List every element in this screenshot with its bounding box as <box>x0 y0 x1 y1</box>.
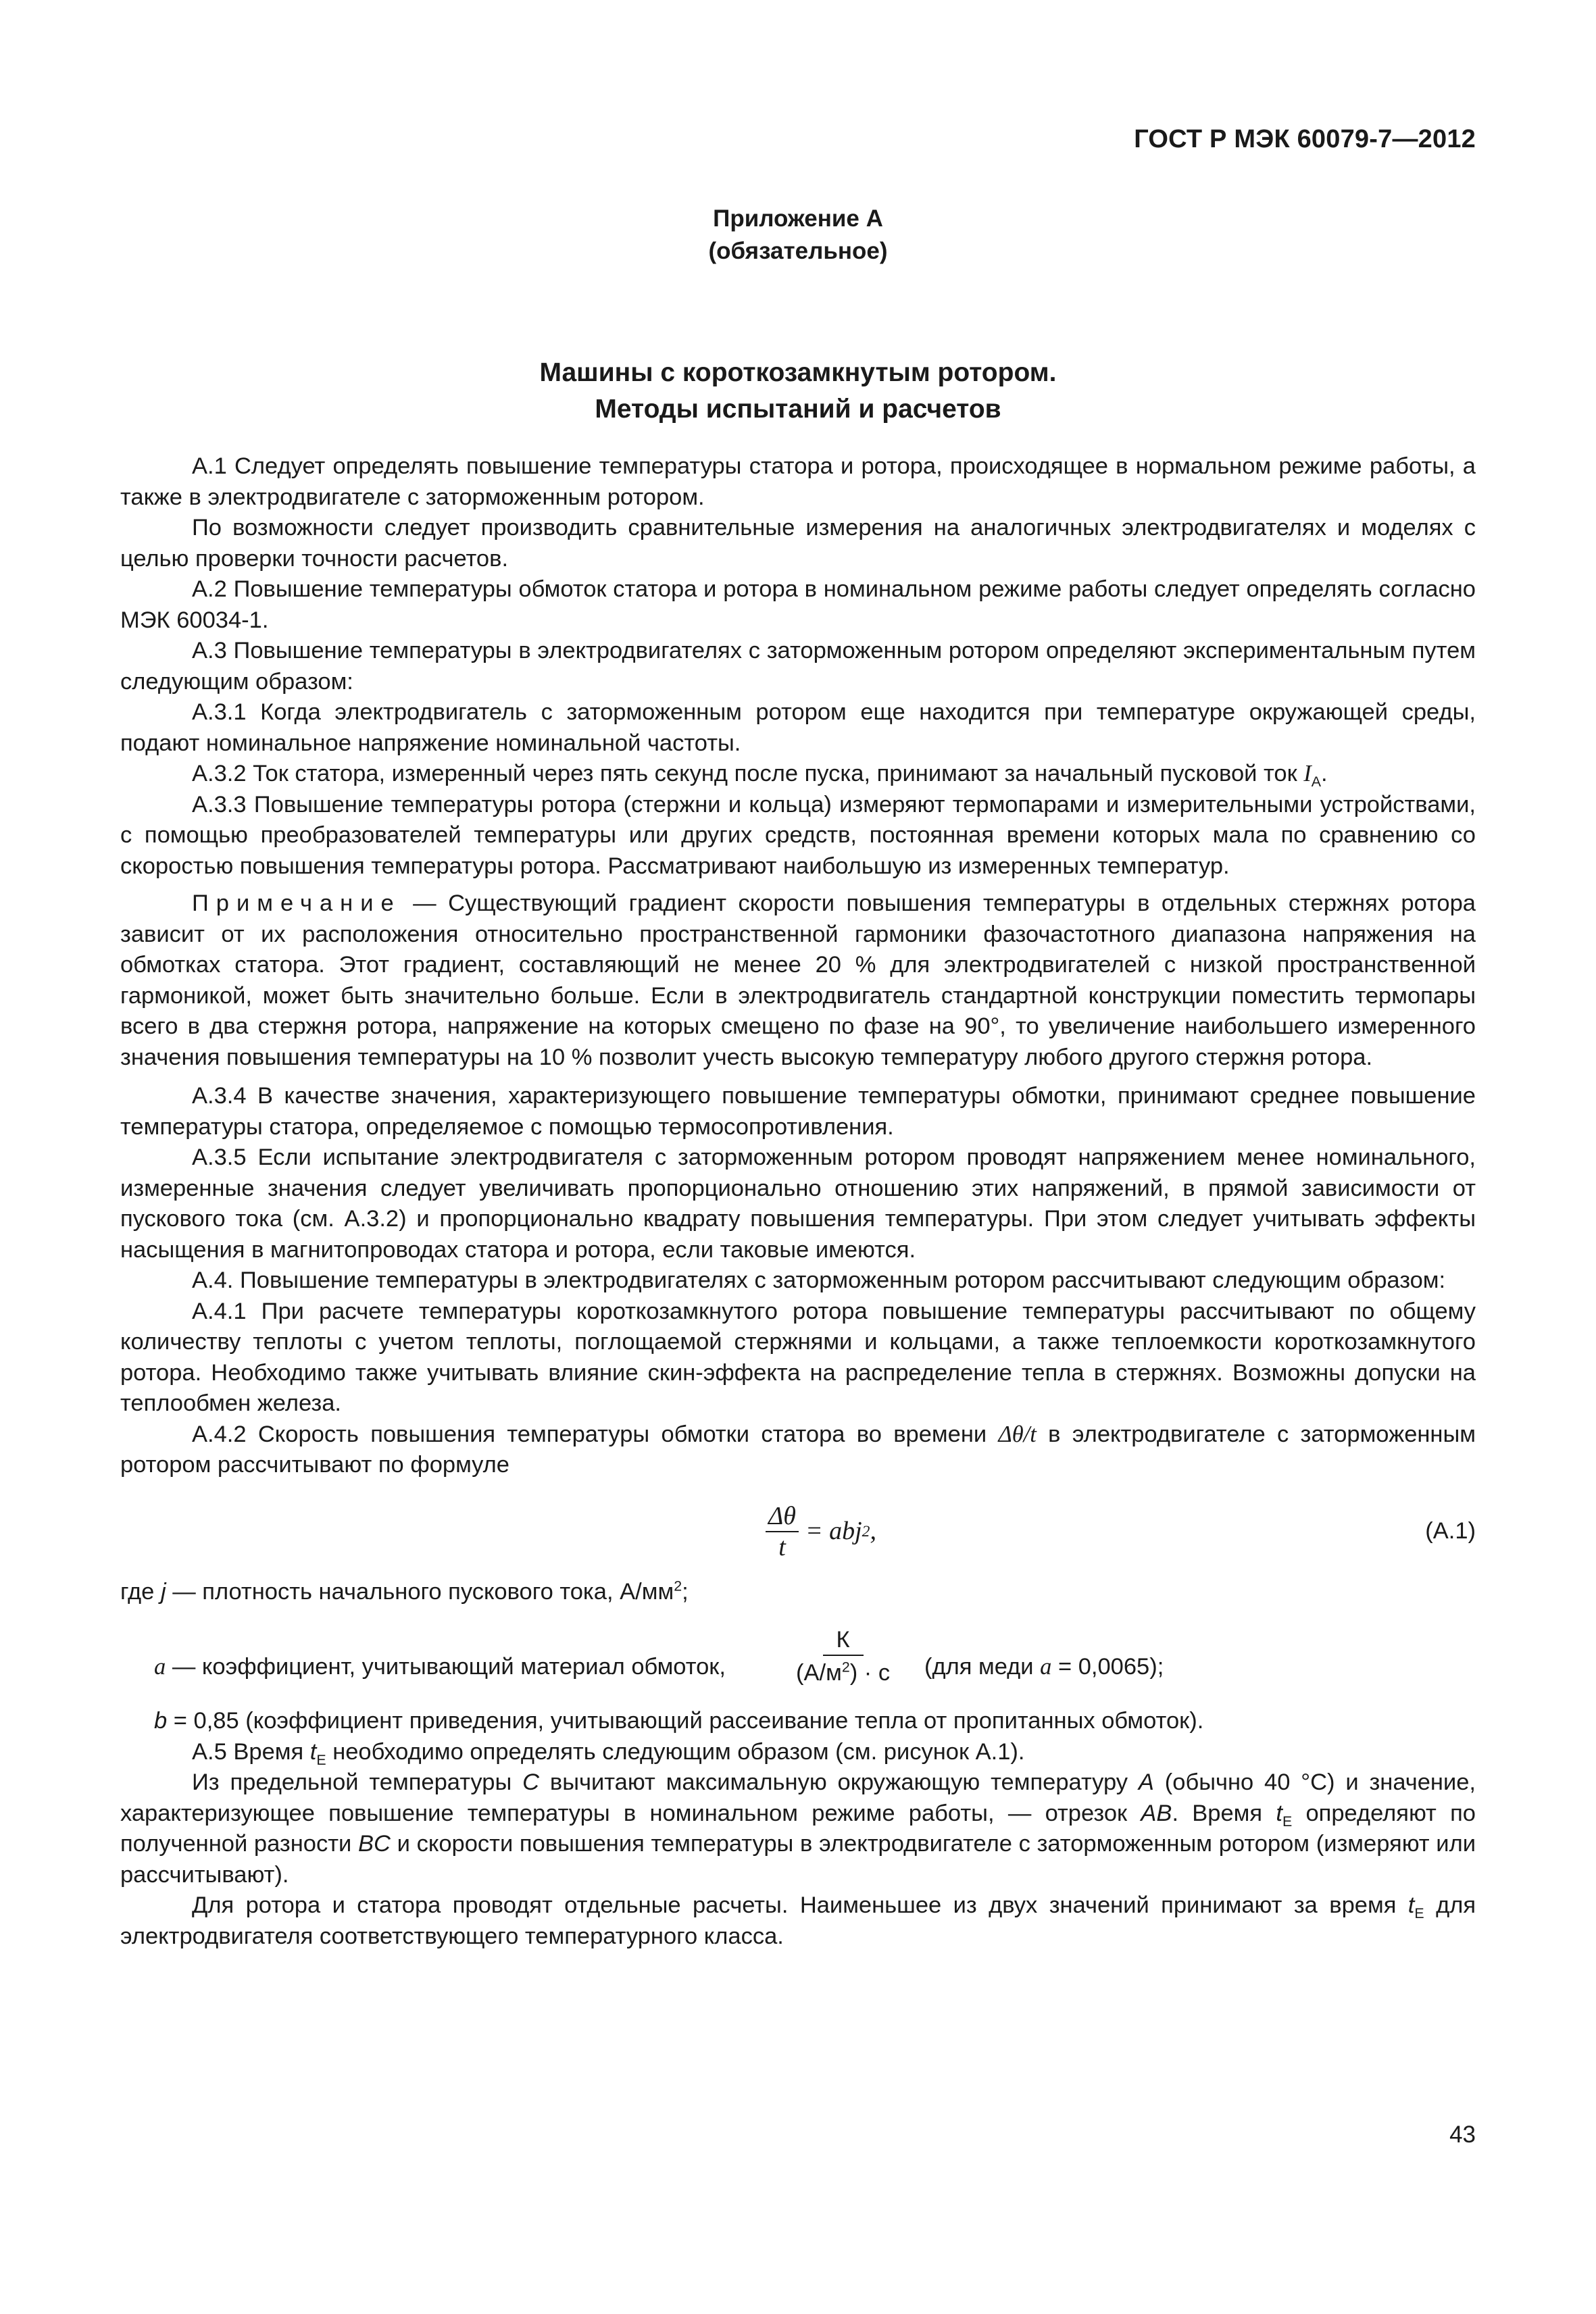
where-a-line <box>120 1625 1476 1698</box>
a5-2-part-d: . Время <box>1172 1800 1276 1826</box>
annex-title <box>0 355 1596 428</box>
symbol-ab: AB <box>1141 1800 1172 1826</box>
j-unit-exponent: 2 <box>674 1578 682 1594</box>
current-symbol: I <box>1303 761 1312 786</box>
paragraph-a3-3: А.3.3 Повышение температуры ротора (стержни и кольца) измеряют термопарами и измерительными устройствами, с помощью преобразователей температуры или других средств, постоянная времени которых мала по сравнению со скоростью повышения температуры ротора. Рассматривают наибольшую из измеренных температур. <box>120 791 1476 879</box>
paragraph-a5 <box>120 1737 1476 1768</box>
formula-fraction <box>766 1503 799 1561</box>
a-unit-den-pre: (А/м <box>796 1660 842 1686</box>
a-unit-den-post: ) · с <box>849 1660 891 1686</box>
formula-rhs-end: , <box>870 1516 876 1545</box>
paragraph-a5-2 <box>120 1767 1476 1890</box>
a-unit-fraction <box>796 1625 890 1688</box>
a-unit-denominator <box>796 1656 890 1688</box>
title-line-2: Методы испытаний и расчетов <box>595 395 1001 424</box>
page-number: 43 <box>1449 2121 1476 2148</box>
a-after-symbol: a <box>1040 1654 1052 1680</box>
symbol-c: C <box>522 1769 540 1795</box>
a5-3-post: для электродвигателя соответствующего температурного класса. <box>120 1892 1476 1949</box>
a-unit-den-exp: 2 <box>841 1659 850 1676</box>
symbol-t-subscript: E <box>1282 1813 1293 1830</box>
paragraph-a3-2-text: А.3.2 Ток статора, измеренный через пять секунд после пуска, принимают за начальный пусковой ток <box>192 761 1304 786</box>
formula-expression: $\frac{\Delta\theta}{t}$ = abj 2 , <box>766 1503 876 1561</box>
paragraph-a3: А.3 Повышение температуры в электродвигателях с заторможенным ротором определяют экспериментальным путем следующим образом: <box>120 638 1476 695</box>
rate-symbol: Δθ/t <box>998 1421 1037 1447</box>
paragraph-a4-1: А.4.1 При расчете температуры короткозамкнутого ротора повышение температуры рассчитывают по общему количеству теплоты с учетом теплоты, поглощаемой стержнями и кольцами, а также теплоемкости короткозамкнутого ротора. Необходимо также учитывать влияние скин-эффекта на распределение тепла в стержнях. Возможны допуски на теплообмен железа. <box>120 1298 1476 1416</box>
symbol-a: A <box>1138 1769 1154 1795</box>
a5-2-part-a: Из предельной температуры <box>192 1769 523 1795</box>
paragraph-a3-2-end: . <box>1321 761 1328 786</box>
note-text: — Существующий градиент скорости повышения температуры в отдельных стержнях ротора зависит от их расположения относительно пространственной гармоники фазочастотного диапазона напряжения на обмотках статора. Этот градиент, составляющий не менее 20 % для электродвигателей с низкой пространственной гармоникой, может быть значительно больше. Если в электродвигатель стандартной конструкции поместить термопары всего в два стержня ротора, напряжение на которых смещено по фазе на 90°, то увеличение наибольшего измеренного значения повышения температуры на 10 % позволит учесть высокую температуру любого другого стержня ротора. <box>120 890 1476 1070</box>
formula-rhs: = abj <box>805 1516 862 1545</box>
annex-status: (обязательное) <box>708 238 888 264</box>
symbol-t: t <box>1276 1800 1282 1826</box>
note-paragraph <box>120 888 1476 1073</box>
a-after-post: = 0,0065); <box>1051 1654 1164 1680</box>
paragraph-a1-continued: По возможности следует производить сравнительные измерения на аналогичных электродвигателях и моделях с целью проверки точности расчетов. <box>120 515 1476 572</box>
b-description: = 0,85 (коэффициент приведения, учитывающий рассеивание тепла от пропитанных обмоток). <box>167 1708 1204 1734</box>
paragraph-a3-4: А.3.4 В качестве значения, характеризующего повышение температуры обмотки, принимают среднее повышение температуры статора, определяемое с помощью термосопротивления. <box>120 1083 1476 1140</box>
note-label: Примечание <box>192 890 401 916</box>
time-symbol: t <box>309 1738 317 1765</box>
symbol-t-2: t <box>1407 1892 1415 1918</box>
paragraph-a4-2 <box>120 1419 1476 1481</box>
a5-2-part-f: и скорости повышения температуры в электродвигателе с заторможенным ротором (измеряют или рассчитывают). <box>120 1831 1476 1888</box>
paragraph-a4-2-pre: А.4.2 Скорость повышения температуры обмотки статора во времени <box>192 1421 999 1447</box>
j-symbol: j <box>160 1578 166 1605</box>
a-after-pre: (для меди <box>924 1654 1041 1680</box>
symbol-bc: BC <box>358 1831 391 1857</box>
j-end: ; <box>682 1578 689 1605</box>
paragraph-a4: А.4. Повышение температуры в электродвигателях с заторможенным ротором рассчитывают следующим образом: <box>192 1267 1446 1293</box>
paragraph-a1: А.1 Следует определять повышение температуры статора и ротора, происходящее в нормальном режиме работы, а также в электродвигателе с заторможенным ротором. <box>120 453 1476 510</box>
a5-2-part-e: определяют по полученной разности <box>120 1800 1476 1857</box>
j-description: — плотность начального пускового тока, А/мм <box>166 1578 674 1605</box>
a-unit-numerator: К <box>823 1625 864 1656</box>
a5-2-part-b: вычитают максимальную окружающую температуру <box>539 1769 1139 1795</box>
a5-2-part-c: (обычно 40 °С) и значение, характеризующее повышение температуры в номинальном режиме работы, — отрезок <box>120 1769 1476 1826</box>
current-subscript: A <box>1311 773 1322 790</box>
formula-label: (А.1) <box>1425 1517 1476 1544</box>
a-definition <box>154 1652 726 1683</box>
where-prefix: где <box>120 1578 161 1605</box>
annex-label: Приложение А <box>713 205 883 232</box>
a5-pre: А.5 Время <box>192 1738 310 1765</box>
paragraph-a3-2 <box>120 759 1476 790</box>
formula-denominator: t <box>778 1532 786 1561</box>
formula-numerator: Δθ <box>766 1503 799 1532</box>
formula-a1 <box>120 1499 1476 1574</box>
where-b-line <box>120 1706 1476 1737</box>
standard-number: ГОСТ Р МЭК 60079-7—2012 <box>1134 125 1476 153</box>
document-body <box>120 451 1476 1952</box>
paragraph-a3-1: А.3.1 Когда электродвигатель с заторможенным ротором еще находится при температуре окружающей среды, подают номинальное напряжение номинальной частоты. <box>120 699 1476 756</box>
title-line-1: Машины с короткозамкнутым ротором. <box>539 358 1057 387</box>
paragraph-a3-5: А.3.5 Если испытание электродвигателя с заторможенным ротором проводят напряжением менее номинального, измеренные значения следует увеличивать пропорционально отношению этих напряжений, в прямой зависимости от пускового тока (см. А.3.2) и пропорционально квадрату повышения температуры. При этом следует учитывать эффекты насыщения в магнитопроводах статора и ротора, если таковые имеются. <box>120 1145 1476 1263</box>
a5-3-pre: Для ротора и статора проводят отдельные расчеты. Наименьшее из двух значений принимают за время <box>192 1892 1408 1918</box>
annex-heading <box>0 203 1596 268</box>
a-description: — коэффициент, учитывающий материал обмоток, <box>166 1654 726 1680</box>
a-copper-value <box>924 1652 1164 1683</box>
symbol-t-2-subscript: E <box>1414 1905 1424 1921</box>
where-j-line <box>120 1577 1476 1608</box>
paragraph-a4-2-post: в электродвигателе с заторможенным ротором рассчитывают по формуле <box>120 1421 1476 1478</box>
paragraph-a2: А.2 Повышение температуры обмоток статора и ротора в номинальном режиме работы следует определять согласно МЭК 60034-1. <box>120 576 1476 633</box>
b-symbol: b <box>154 1708 168 1734</box>
time-subscript: E <box>316 1751 326 1768</box>
a-symbol: a <box>154 1654 166 1680</box>
a5-post: необходимо определять следующим образом (см. рисунок А.1). <box>326 1738 1025 1765</box>
paragraph-a5-3 <box>120 1890 1476 1952</box>
